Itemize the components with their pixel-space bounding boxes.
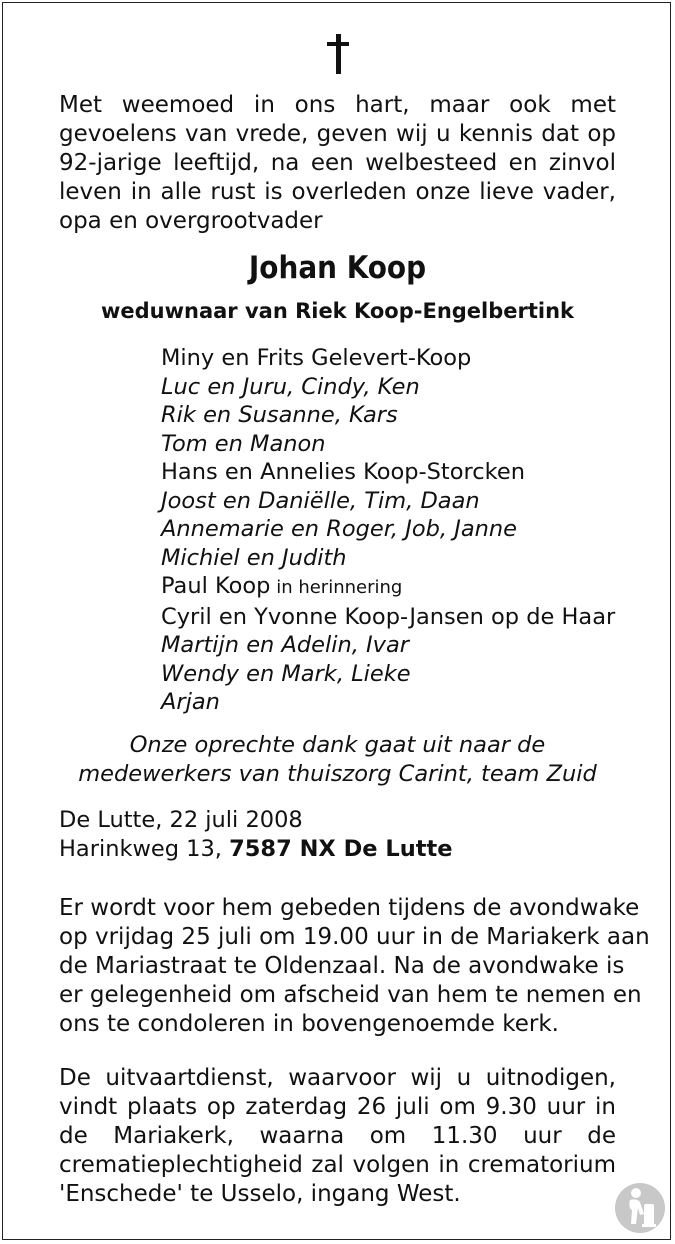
family-member: Wendy en Mark, Lieke xyxy=(161,660,411,687)
thanks-line: Onze oprechte dank gaat uit naar de xyxy=(129,732,546,758)
family-member xyxy=(161,572,641,603)
funeral-line: 'Enschede' te Usselo, ingang West. xyxy=(59,1181,461,1207)
funeral-line: De uitvaartdienst, waarvoor wij u uitnodigen, xyxy=(59,1065,616,1091)
family-member: Hans en Annelies Koop-Storcken xyxy=(161,459,525,485)
memorial-logo-icon xyxy=(614,1180,666,1234)
intro-paragraph xyxy=(59,91,616,236)
address-block xyxy=(59,806,453,864)
vigil-line: er gelegenheid om afscheid van hem te nemen en xyxy=(59,982,642,1008)
thanks-note xyxy=(0,731,675,789)
street-address xyxy=(59,835,453,864)
street: Harinkweg 13, xyxy=(59,836,230,862)
intro-line: leven in alle rust is overleden onze lieve vader, xyxy=(59,179,616,205)
family-member: Arjan xyxy=(161,689,220,715)
family-member: Luc en Juru, Cindy, Ken xyxy=(161,373,420,400)
vigil-line: ons te condoleren in bovengenoemde kerk. xyxy=(59,1011,559,1037)
intro-line: gevoelens van vrede, geven wij u kennis dat op xyxy=(59,121,616,147)
family-member: Annemarie en Roger, Job, Janne xyxy=(161,516,518,542)
vigil-paragraph xyxy=(59,894,650,1039)
intro-line: opa en overgrootvader xyxy=(59,208,323,234)
funeral-line: vindt plaats op zaterdag 26 juli om 9.30 uur in xyxy=(59,1094,616,1120)
vigil-line: Er wordt voor hem gebeden tijdens de avondwake xyxy=(59,895,640,921)
family-member: Miny en Frits Gelevert-Koop xyxy=(161,345,472,371)
family-member: Michiel en Judith xyxy=(161,544,347,571)
family-member: Rik en Susanne, Kars xyxy=(161,402,398,428)
cross-icon xyxy=(327,34,349,74)
family-member: Martijn en Adelin, Ivar xyxy=(161,632,410,658)
funeral-paragraph xyxy=(59,1064,616,1209)
family-member: Cyril en Yvonne Koop-Jansen op de Haar xyxy=(161,603,616,630)
vigil-line: de Mariastraat te Oldenzaal. Na de avondwake is xyxy=(59,953,625,979)
family-member: Tom en Manon xyxy=(161,430,326,457)
widower-line: weduwnaar van Riek Koop-Engelbertink xyxy=(100,299,575,323)
place-date: De Lutte, 22 juli 2008 xyxy=(59,807,303,833)
funeral-line: de Mariakerk, waarna om 11.30 uur de xyxy=(59,1123,616,1149)
funeral-line: crematieplechtigheid zal volgen in crematorium xyxy=(59,1152,616,1178)
family-list xyxy=(161,344,641,717)
family-member-name: Paul Koop xyxy=(161,573,271,599)
postal-city: 7587 NX De Lutte xyxy=(229,836,453,862)
intro-line: 92-jarige leeftijd, na een welbesteed en zinvol xyxy=(59,150,616,176)
intro-line: Met weemoed in ons hart, maar ook met xyxy=(59,92,616,118)
in-memory-note: in herinnering xyxy=(270,577,403,598)
thanks-line: medewerkers van thuiszorg Carint, team Zuid xyxy=(78,761,597,787)
deceased-name: Johan Koop xyxy=(248,250,427,286)
family-member: Joost en Daniëlle, Tim, Daan xyxy=(161,487,480,514)
vigil-line: op vrijdag 25 juli om 19.00 uur in de Mariakerk aan xyxy=(59,924,650,950)
